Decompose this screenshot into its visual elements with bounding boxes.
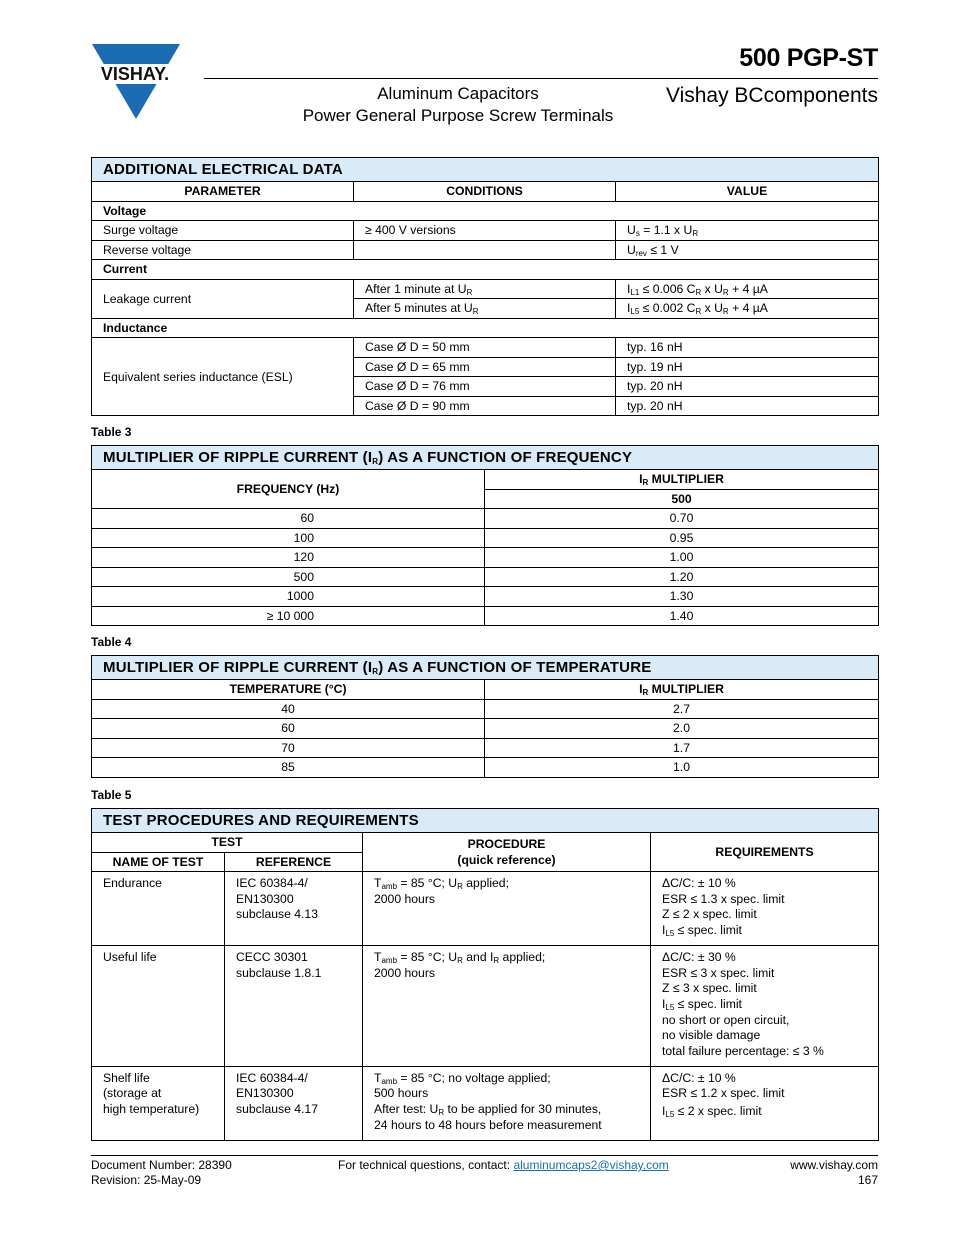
product-subtitle: Aluminum Capacitors Power General Purpose Screw Terminals — [302, 84, 614, 125]
footer-page-info — [790, 1158, 878, 1188]
col-header-requirements: REQUIREMENTS — [651, 833, 879, 872]
table-row: ≥ 10 000 1.40 — [92, 606, 879, 626]
table-row: 40 2.7 — [92, 699, 879, 719]
group-voltage: Voltage — [92, 201, 879, 221]
table-row: Case Ø D = 76 mm typ. 20 nH — [92, 377, 879, 397]
col-header-frequency: FREQUENCY (Hz) — [92, 470, 485, 509]
footer-doc-info: Document Number: 28390 Revision: 25-May-09 — [91, 1158, 232, 1187]
col-header-name: NAME OF TEST — [92, 852, 225, 872]
table-row: After 5 minutes at $U_R$ $I_{L5} \le 0.002$ $C_R$ x $U_R + 4$ µA — [92, 299, 879, 319]
footer-rule — [91, 1155, 878, 1156]
table-row: Case Ø D = 90 mm typ. 20 nH — [92, 396, 879, 416]
table-3-label: Table 3 — [91, 425, 132, 439]
table-title: ADDITIONAL ELECTRICAL DATA — [92, 158, 879, 182]
table-5-label: Table 5 — [91, 788, 132, 802]
table-title: TEST PROCEDURES AND REQUIREMENTS — [92, 809, 879, 833]
group-inductance: Inductance — [92, 318, 879, 338]
col-subheader-500: 500 — [485, 489, 879, 509]
col-header-multiplier: $I_R$ MULTIPLIER — [485, 470, 879, 490]
ripple-temperature-table — [91, 655, 879, 778]
header-rule — [204, 78, 878, 79]
col-header-temperature: TEMPERATURE (°C) — [92, 680, 485, 700]
table-row: Useful life CECC 30301 subclause 1.8.1 $T_{amb} = 85$ °C; $U_R$ and $I_R$ applied; 2000 hours ΔC/C: ± 30 % ESR ≤ 3 x spec. limit Z ≤ 3 x spec. limit $I_{L5}$ ≤ spec. limit no short or open circuit, no visible damage total failure percentage: ≤ 3 % — [92, 945, 879, 1066]
table-row: Leakage current After 1 minute at $U_R$ $I_{L1} \le 0.006$ $C_R$ x $U_R + 4$ µA — [92, 279, 879, 299]
vishay-logo — [88, 43, 184, 119]
table-row: Equivalent series inductance (ESL) Case Ø D = 50 mm typ. 16 nH — [92, 338, 879, 358]
company-name: Vishay BCcomponents — [665, 84, 878, 107]
table-row: Surge voltage ≥ 400 V versions $U_s = 1.1$ x $U_R$ — [92, 221, 879, 241]
col-header-multiplier: $I_R$ MULTIPLIER — [485, 680, 879, 700]
table-row: 60 0.70 — [92, 509, 879, 529]
electrical-data-table — [91, 157, 879, 416]
table-title: MULTIPLIER OF RIPPLE CURRENT $(I_R)$ AS A FUNCTION OF FREQUENCY — [92, 446, 879, 470]
col-header-parameter: PARAMETER — [92, 182, 354, 202]
table-row: Case Ø D = 65 mm typ. 19 nH — [92, 357, 879, 377]
col-header-conditions: CONDITIONS — [354, 182, 616, 202]
table-row: Reverse voltage $U_{rev} \le 1$ V — [92, 240, 879, 260]
footer-contact: For technical questions, contact: aluminumcaps2@vishay.com — [338, 1158, 669, 1172]
col-header-value: VALUE — [616, 182, 879, 202]
table-row: 70 1.7 — [92, 738, 879, 758]
table-title: MULTIPLIER OF RIPPLE CURRENT $(I_R)$ AS A FUNCTION OF TEMPERATURE — [92, 656, 879, 680]
page-number: 167 — [857, 1173, 878, 1187]
table-row: 60 2.0 — [92, 719, 879, 739]
col-header-reference: REFERENCE — [225, 852, 363, 872]
table-row: 500 1.20 — [92, 567, 879, 587]
website-link[interactable]: www.vishay.com — [790, 1158, 878, 1172]
table-row: 120 1.00 — [92, 548, 879, 568]
svg-text:VISHAY.: VISHAY. — [100, 64, 170, 84]
ripple-frequency-table — [91, 445, 879, 626]
table-row: 1000 1.30 — [92, 587, 879, 607]
contact-email-link[interactable]: aluminumcaps2@vishay.com — [513, 1158, 669, 1172]
col-header-test: TEST — [92, 833, 363, 853]
table-row: 85 1.0 — [92, 758, 879, 778]
table-row: Endurance IEC 60384-4/ EN130300 subclause 4.13 $T_{amb} = 85$ °C; $U_R$ applied; 2000 hours ΔC/C: ± 10 % ESR ≤ 1.3 x spec. limit Z ≤ 2 x spec. limit $I_{L5}$ ≤ spec. limit — [92, 872, 879, 946]
test-procedures-table — [91, 808, 879, 1141]
table-row: 100 0.95 — [92, 528, 879, 548]
product-title: 500 PGP-ST — [739, 44, 878, 72]
col-header-procedure: PROCEDURE (quick reference) — [363, 833, 651, 872]
group-current: Current — [92, 260, 879, 280]
table-row: Shelf life (storage at high temperature) IEC 60384-4/ EN130300 subclause 4.17 $T_{amb} = 85$ °C; no voltage applied; 500 hours After test: $U_R$ to be applied for 30 minutes, 24 hours to 48 hours before measurement ΔC/C: ± 10 % ESR ≤ 1.2 x spec. limit $I_{L5} \le 2$ x spec. limit — [92, 1066, 879, 1140]
table-4-label: Table 4 — [91, 635, 132, 649]
